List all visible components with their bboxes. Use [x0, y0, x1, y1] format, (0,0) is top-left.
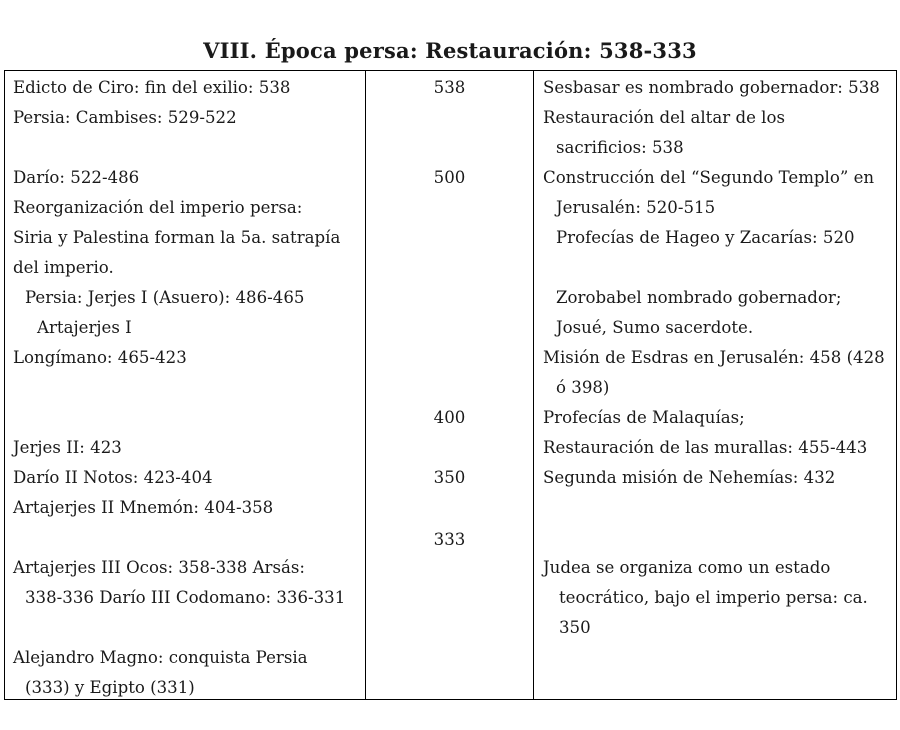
table-row: Persia: Jerjes I (Asuero): 486-465: [25, 288, 305, 307]
table-row: Reorganización del imperio persa:: [13, 198, 303, 217]
chronology-table: [4, 70, 897, 700]
table-row: Profecías de Hageo y Zacarías: 520: [556, 228, 855, 247]
table-row: Profecías de Malaquías;: [543, 408, 745, 427]
table-row: sacrificios: 538: [556, 138, 684, 157]
page-title: VIII. Época persa: Restauración: 538-333: [203, 38, 697, 63]
table-row: Darío II Notos: 423-404: [13, 468, 213, 487]
table-row: (333) y Egipto (331): [25, 678, 195, 697]
table-row: Restauración de las murallas: 455-443: [543, 438, 868, 457]
table-row: 350: [559, 618, 591, 637]
table-row: Longímano: 465-423: [13, 348, 187, 367]
column-persia-events: [5, 71, 366, 699]
table-row: Zorobabel nombrado gobernador;: [556, 288, 842, 307]
table-row: Alejandro Magno: conquista Persia: [13, 648, 308, 667]
year-label: 538: [433, 78, 466, 97]
table-row: Persia: Cambises: 529-522: [13, 108, 237, 127]
table-row: teocrático, bajo el imperio persa: ca.: [559, 588, 868, 607]
table-row: Jerjes II: 423: [13, 438, 122, 457]
table-row: Josué, Sumo sacerdote.: [556, 318, 754, 337]
year-label: 400: [433, 408, 466, 427]
column-judea-events: [534, 71, 896, 699]
table-row: ó 398): [556, 378, 610, 397]
table-row: Restauración del altar de los: [543, 108, 785, 127]
table-row: Misión de Esdras en Jerusalén: 458 (428: [543, 348, 885, 367]
table-row: Artajerjes II Mnemón: 404-358: [13, 498, 274, 517]
table-row: del imperio.: [13, 258, 114, 277]
column-years: [366, 71, 534, 699]
table-row: Darío: 522-486: [13, 168, 140, 187]
table-row: Sesbasar es nombrado gobernador: 538: [543, 78, 880, 97]
table-row: Jerusalén: 520-515: [556, 198, 716, 217]
table-row: Siria y Palestina forman la 5a. satrapía: [13, 228, 341, 247]
table-row: Artajerjes I: [37, 318, 132, 337]
year-label: 350: [433, 468, 466, 487]
table-row: Artajerjes III Ocos: 358-338 Arsás:: [13, 558, 305, 577]
table-row: 338-336 Darío III Codomano: 336-331: [25, 588, 346, 607]
table-row: Segunda misión de Nehemías: 432: [543, 468, 836, 487]
table-row: Judea se organiza como un estado: [543, 558, 831, 577]
table-row: Construcción del “Segundo Templo” en: [543, 168, 875, 187]
year-label: 333: [433, 530, 466, 549]
year-label: 500: [433, 168, 466, 187]
table-row: Edicto de Ciro: fin del exilio: 538: [13, 78, 291, 97]
